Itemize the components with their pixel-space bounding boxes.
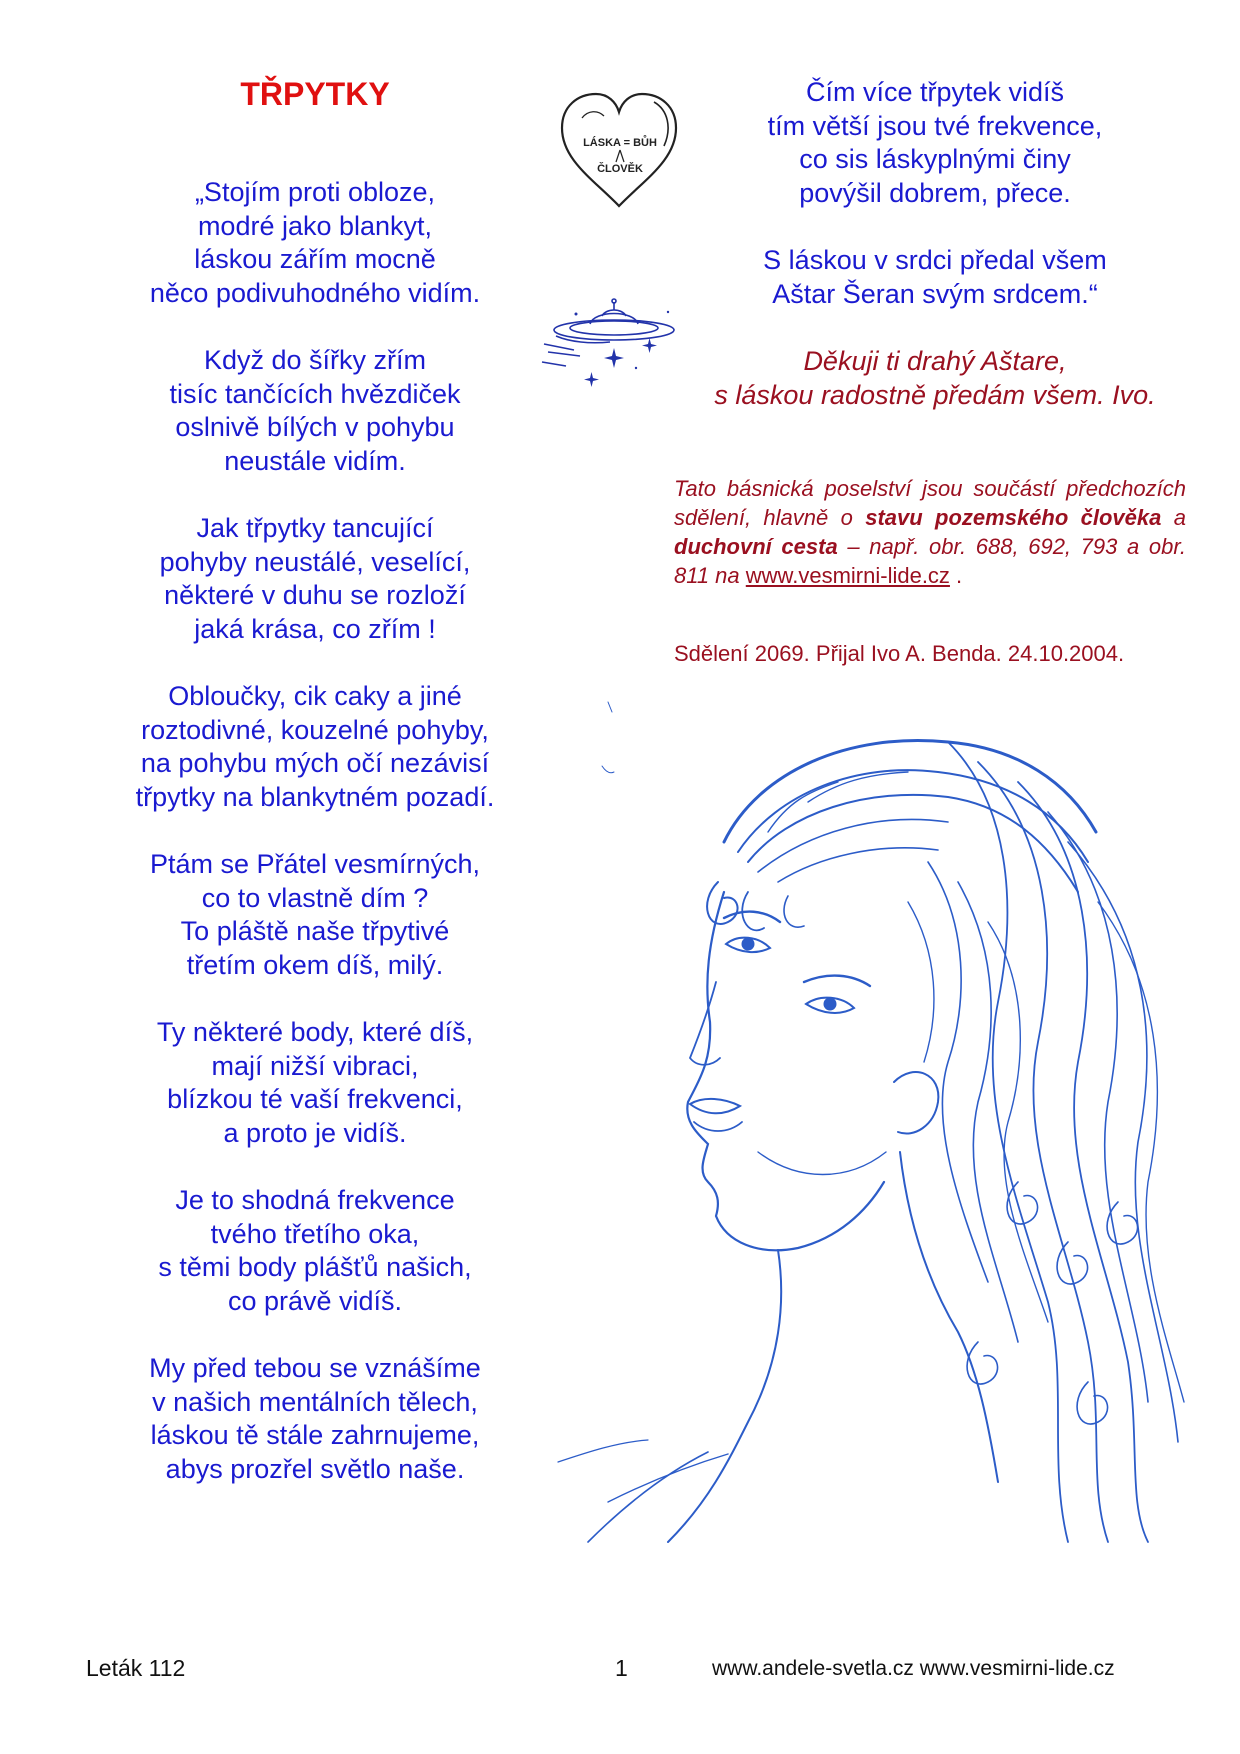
poem-left-stanza	[90, 1016, 540, 1150]
poem-left-line: Ty některé body, které díš,	[156, 1017, 474, 1047]
poem-left-line: jaká krása, co zřím !	[194, 613, 436, 644]
poem-left-line: některé v duhu se rozloží	[164, 580, 466, 610]
poem-left-line: Když do šířky zřím	[203, 345, 427, 375]
poem-left-line: třpytky na blankytném pozadí.	[135, 781, 495, 812]
poem-left-stanza	[90, 176, 540, 310]
poem-left-line: něco podivuhodného vidím.	[149, 277, 481, 308]
ufo-icon	[540, 296, 690, 420]
poem-left-line: mají nižší vibraci,	[211, 1050, 419, 1081]
note-text: .	[949, 563, 963, 588]
poem-left-line: pohyby neustálé, veselící,	[159, 546, 471, 577]
heart-logo-icon	[554, 88, 684, 212]
note-bold-text: stavu pozemského člověka	[865, 505, 1162, 530]
poem-left-line: tvého třetího oka,	[210, 1218, 420, 1249]
poem-left-line: co právě vidíš.	[227, 1285, 403, 1316]
poem-left-line: co to vlastně dím ?	[201, 882, 429, 913]
poem-left-stanza	[90, 680, 540, 814]
poem-right-line: Aštar Šeran svým srdcem.“	[772, 278, 1098, 309]
poem-left	[90, 176, 540, 1486]
poem-right	[690, 76, 1180, 311]
poem-right-stanza	[690, 244, 1180, 311]
poem-left-line: blízkou té vaší frekvenci,	[167, 1084, 463, 1114]
page-number: 1	[615, 1655, 628, 1681]
poem-left-line: v našich mentálních tělech,	[152, 1386, 478, 1417]
thanks-line: s láskou radostně předám všem. Ivo.	[714, 379, 1156, 410]
note-paragraph	[674, 474, 1186, 590]
poem-left-line: roztodivné, kouzelné pohyby,	[141, 714, 489, 745]
poem-right-column	[690, 76, 1180, 446]
poem-left-line: láskou tě stále zahrnujeme,	[150, 1420, 480, 1450]
message-info: Sdělení 2069. Přijal Ivo A. Benda. 24.10.2004.	[674, 641, 1125, 666]
poem-left-stanza	[90, 1352, 540, 1486]
poem-left-line: na pohybu mých očí nezávisí	[140, 748, 490, 778]
note-text: Tato básnická poselství jsou součástí předchozích sdělení, hlavně o	[674, 476, 1186, 530]
note-text: – např. obr. 688, 692, 793 a obr. 811 na	[674, 534, 1187, 588]
poem-left-line: abys prozřel světlo naše.	[165, 1453, 465, 1484]
poem-left-stanza	[90, 344, 540, 478]
thanks-line: Děkuji ti drahý Aštare,	[803, 346, 1067, 376]
poem-left-line: s těmi body plášťů našich,	[158, 1252, 472, 1282]
poem-left-line: tisíc tančících hvězdiček	[169, 378, 461, 409]
thanks-stanza	[690, 345, 1180, 412]
poem-left-line: a proto je vidíš.	[223, 1117, 407, 1148]
poem-right-line: co sis láskyplnými činy	[799, 144, 1071, 174]
poem-left-stanza	[90, 512, 540, 646]
portrait-drawing	[548, 682, 1190, 1546]
poem-left-line: Je to shodná frekvence	[175, 1185, 455, 1215]
note-bold-text: duchovní cesta	[674, 534, 838, 559]
heart-logo-top-text: LÁSKA = BŮH	[583, 137, 657, 149]
note-text: a	[1161, 505, 1186, 530]
poem-left-line: Ptám se Přátel vesmírných,	[149, 849, 481, 879]
poem-left-line: „Stojím proti obloze,	[194, 177, 436, 207]
poem-left-line: To pláště naše třpytivé	[180, 916, 450, 946]
poem-left-line: Jak třpytky tancující	[196, 513, 434, 543]
poem-right-line: tím větší jsou tvé frekvence,	[767, 110, 1103, 141]
poem-left-line: modré jako blankyt,	[197, 210, 433, 241]
poem-left-stanza	[90, 1184, 540, 1318]
poem-left-line: Obloučky, cik caky a jiné	[168, 681, 462, 711]
heart-logo-bottom-text: ČLOVĚK	[597, 163, 643, 175]
poem-left-line: oslnivě bílých v pohybu	[175, 412, 455, 442]
poem-left-line: My před tebou se vznášíme	[149, 1353, 481, 1383]
website-link[interactable]: www.vesmirni-lide.cz	[745, 563, 950, 588]
poem-left-line: láskou zářím mocně	[194, 244, 436, 274]
page-footer	[0, 1655, 1240, 1689]
poem-left-column	[90, 74, 540, 1520]
poem-right-stanza	[690, 76, 1180, 210]
footer-websites: www.andele-svetla.cz www.vesmirni-lide.cz	[712, 1657, 1115, 1680]
poem-left-line: neustále vidím.	[224, 445, 406, 476]
poem-right-line: S láskou v srdci předal všem	[763, 245, 1107, 275]
poem-right-line: Čím více třpytek vidíš	[805, 77, 1065, 107]
leaflet-number: Leták 112	[86, 1655, 186, 1681]
poem-left-stanza	[90, 848, 540, 982]
page-title: TŘPYTKY	[240, 76, 390, 112]
poem-left-line: třetím okem díš, milý.	[186, 949, 444, 980]
poem-right-line: povýšil dobrem, přece.	[799, 177, 1071, 208]
